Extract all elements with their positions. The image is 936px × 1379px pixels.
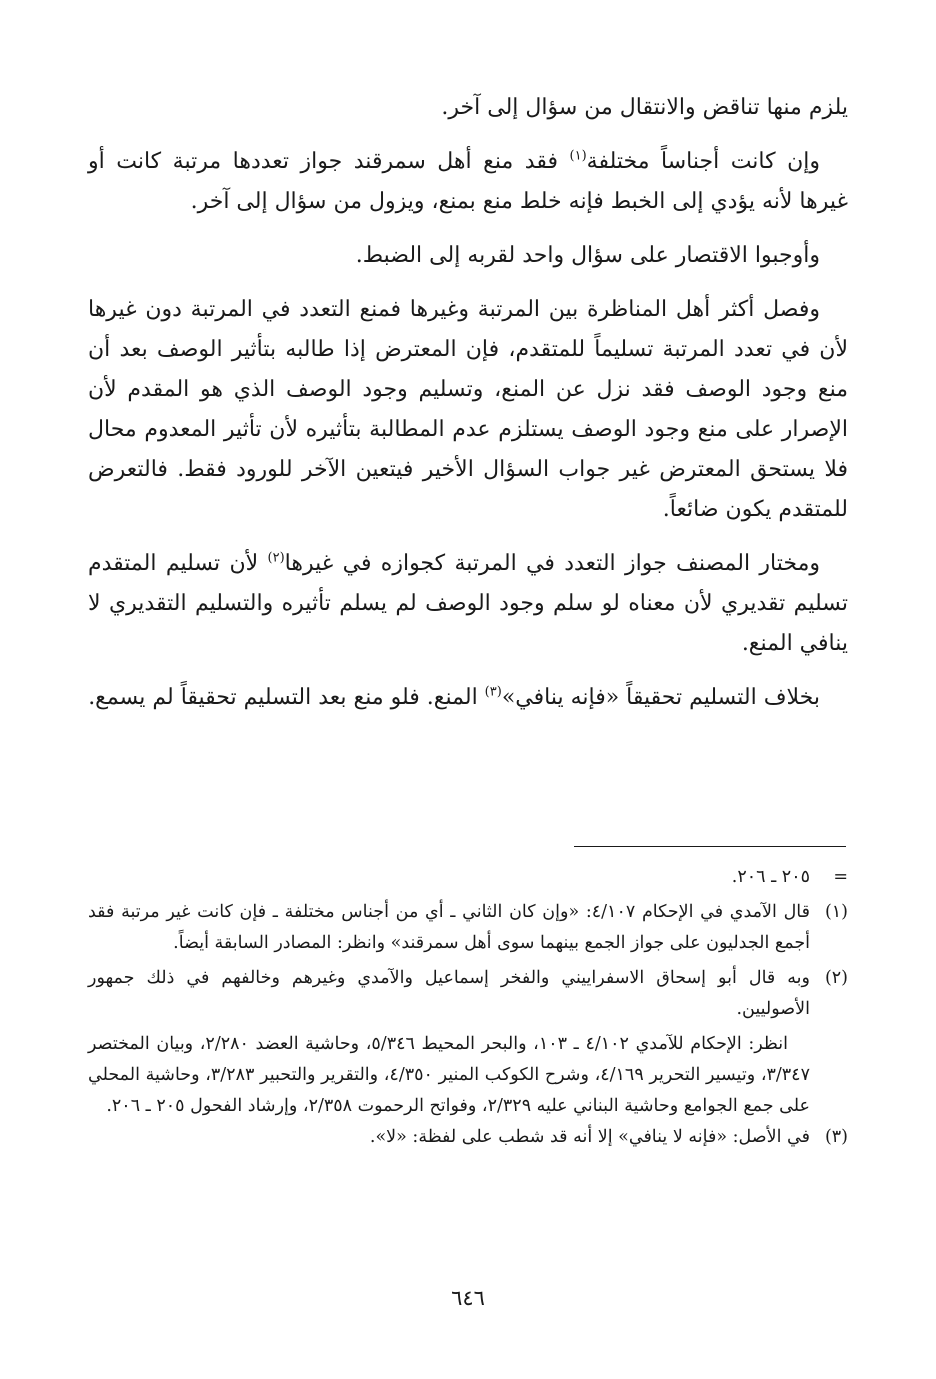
footnote-ref-2: (٢) — [267, 550, 285, 566]
paragraph-4-text: وفصل أكثر أهل المناظرة بين المرتبة وغيرها فمنع التعدد في المرتبة دون غيرها لأن في تعدد المرتبة تسليماً للمتقدم، فإن المعترض إذا طالبه بتأثير الوصف بعد أن منع وجود الوصف فقد نزل عن المنع، وتسليم وجود الوصف الذي هو المقدم لأن الإصرار على منع وجود الوصف يستلزم عدم المطالبة بتأثيره لأن تأثير المعدوم محال فلا يستحق المعترض غير جواب السؤال الأخير فيتعين الآخر للورود فقط. فالتعرض للمتقدم يكون ضائعاً. — [88, 297, 848, 522]
footnote-2-text: وبه قال أبو إسحاق الاسفراييني والفخر إسماعيل والآمدي وغيرهم وخالفهم في ذلك جمهور الأصوليين. — [88, 968, 810, 1019]
paragraph-1 — [88, 88, 848, 128]
paragraph-3 — [88, 236, 848, 276]
footnote-3-text: في الأصل: «فإنه لا ينافي» إلا أنه قد شطب على لفظة: «لا». — [369, 1127, 810, 1147]
paragraph-6 — [88, 678, 848, 718]
footnote-2-references: انظر: الإحكام للآمدي ٤/١٠٢ ـ ١٠٣، والبحر المحيط ٥/٣٤٦، وحاشية العضد ٢/٢٨٠، وبيان المختصر ٣/٣٤٧، وتيسير التحرير ٤/١٦٩، وشرح الكوكب المنير ٤/٣٥٠، والتقرير والتحبير ٣/٢٨٣، وحاشية المحلي على جمع الجوامع وحاشية البناني عليه ٢/٣٢٩، وفواتح الرحموت ٢/٣٥٨، وإرشاد الفحول ٢٠٥ ـ ٢٠٦. — [88, 1034, 810, 1116]
paragraph-3-text: وأوجبوا الاقتصار على سؤال واحد لقربه إلى الضبط. — [355, 243, 820, 268]
paragraph-1-text: يلزم منها تناقض والانتقال من سؤال إلى آخر. — [441, 95, 848, 120]
page-number: ٦٤٦ — [451, 1286, 485, 1310]
footnote-separator — [574, 846, 846, 847]
carryover-text: ٢٠٥ ـ ٢٠٦. — [731, 867, 810, 887]
footnote-3-number: (٣) — [824, 1127, 848, 1147]
footnote-2-number: (٢) — [824, 968, 848, 988]
footnotes — [88, 862, 848, 1157]
paragraph-2-text-a: وإن كانت أجناساً مختلفة — [586, 149, 821, 174]
paragraph-2 — [88, 142, 848, 222]
main-text — [88, 88, 848, 732]
footnote-carryover — [88, 862, 848, 893]
footnote-3 — [88, 1122, 848, 1153]
paragraph-5-text-b: لأن تسليم المتقدم تسليم تقديري لأن معناه لو سلم وجود الوصف لم يسلم تأثيره والتسليم التقديري لا ينافي المنع. — [88, 551, 848, 656]
paragraph-5-text-a: ومختار المصنف جواز التعدد في المرتبة كجوازه في غيرها — [284, 551, 820, 576]
footnote-2 — [88, 963, 848, 1025]
carryover-mark: = — [833, 867, 848, 887]
footnote-ref-1: (١) — [569, 148, 587, 164]
footnote-1-text: قال الآمدي في الإحكام ٤/١٠٧: «وإن كان الثاني ـ أي من أجناس مختلفة ـ فإن كانت غير مرتبة فقد أجمع الجدليون على جواز الجمع بينهما سوى أهل سمرقند» وانظر: المصادر السابقة أيضاً. — [88, 902, 810, 953]
paragraph-5 — [88, 544, 848, 664]
footnote-ref-3: (٣) — [484, 684, 502, 700]
paragraph-6-text-b: المنع. فلو منع بعد التسليم تحقيقاً لم يسمع. — [88, 685, 485, 710]
footnote-1 — [88, 897, 848, 959]
paragraph-4 — [88, 290, 848, 530]
paragraph-6-text-a: بخلاف التسليم تحقيقاً «فإنه ينافي» — [501, 685, 820, 710]
footnote-1-number: (١) — [824, 902, 848, 922]
paragraph-2-text-b: فقد منع أهل سمرقند جواز تعددها مرتبة كانت أو غيرها لأنه يؤدي إلى الخبط فإنه خلط منع بمنع، ويزول من سؤال إلى آخر. — [88, 149, 848, 214]
